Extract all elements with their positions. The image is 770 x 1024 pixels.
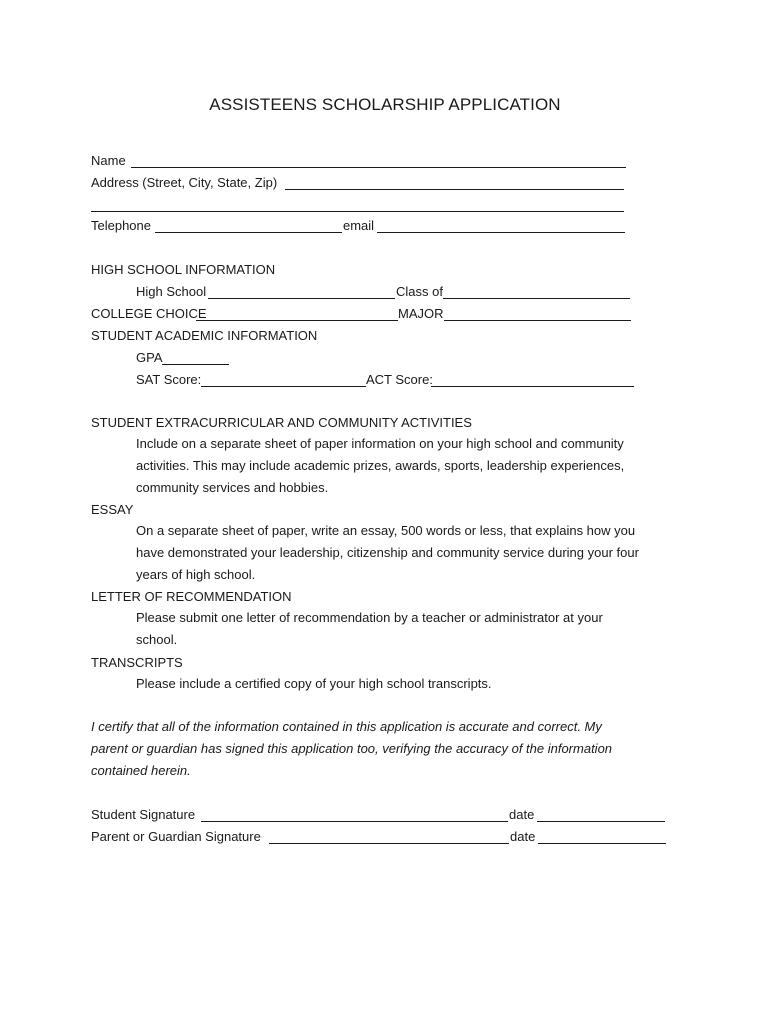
address-field-line-2[interactable] bbox=[91, 211, 624, 212]
recommendation-line: Please submit one letter of recommendation by a teacher or administrator at your bbox=[136, 610, 603, 625]
parent-date-field[interactable] bbox=[538, 843, 666, 844]
transcripts-line: Please include a certified copy of your high school transcripts. bbox=[136, 676, 492, 691]
gpa-label: GPA bbox=[136, 350, 163, 365]
parent-signature-field[interactable] bbox=[269, 843, 509, 844]
extracurricular-line: community services and hobbies. bbox=[136, 480, 329, 495]
essay-line: years of high school. bbox=[136, 567, 256, 582]
form-title: ASSISTEENS SCHOLARSHIP APPLICATION bbox=[209, 95, 561, 114]
extracurricular-line: Include on a separate sheet of paper information on your high school and community bbox=[136, 436, 624, 451]
transcripts-text bbox=[136, 673, 492, 695]
certification-statement bbox=[91, 716, 612, 782]
high-school-label: High School bbox=[136, 284, 207, 299]
high-school-field[interactable] bbox=[208, 298, 395, 299]
address-row bbox=[91, 175, 277, 191]
student-date-field[interactable] bbox=[537, 821, 665, 822]
essay-line: have demonstrated your leadership, citizenship and community service during your four bbox=[136, 545, 639, 560]
parent-signature-label: Parent or Guardian Signature bbox=[91, 829, 261, 844]
extracurricular-text bbox=[136, 433, 624, 499]
extracurricular-line: activities. This may include academic prizes, awards, sports, leadership experiences, bbox=[136, 458, 625, 473]
name-row bbox=[91, 153, 126, 169]
certification-line: I certify that all of the information contained in this application is accurate and correct. My bbox=[91, 719, 602, 734]
academic-heading: STUDENT ACADEMIC INFORMATION bbox=[91, 328, 318, 343]
extracurricular-heading: STUDENT EXTRACURRICULAR AND COMMUNITY ACTIVITIES bbox=[91, 415, 472, 430]
recommendation-line: school. bbox=[136, 632, 178, 647]
college-choice-label: COLLEGE CHOICE bbox=[91, 306, 207, 321]
address-field[interactable] bbox=[285, 189, 624, 190]
gpa-field[interactable] bbox=[162, 364, 229, 365]
student-signature-label: Student Signature bbox=[91, 807, 196, 822]
parent-date-label: date bbox=[510, 829, 536, 844]
certification-line: contained herein. bbox=[91, 763, 191, 778]
student-date-label: date bbox=[509, 807, 535, 822]
college-choice-field[interactable] bbox=[196, 320, 398, 321]
class-of-label: Class of bbox=[396, 284, 443, 299]
email-label: email bbox=[343, 218, 375, 233]
student-signature-field[interactable] bbox=[201, 821, 508, 822]
certification-line: parent or guardian has signed this application too, verifying the accuracy of the information bbox=[91, 741, 613, 756]
major-field[interactable] bbox=[444, 320, 631, 321]
act-label: ACT Score: bbox=[366, 372, 433, 387]
essay-heading: ESSAY bbox=[91, 502, 134, 517]
class-of-field[interactable] bbox=[443, 298, 630, 299]
major-label: MAJOR bbox=[398, 306, 444, 321]
act-field[interactable] bbox=[431, 386, 634, 387]
address-label: Address (Street, City, State, Zip) bbox=[91, 175, 278, 190]
telephone-label: Telephone bbox=[91, 218, 151, 233]
recommendation-text bbox=[136, 607, 603, 651]
email-field[interactable] bbox=[377, 232, 625, 233]
essay-text bbox=[136, 520, 639, 586]
telephone-field[interactable] bbox=[155, 232, 342, 233]
high-school-heading: HIGH SCHOOL INFORMATION bbox=[91, 262, 276, 277]
transcripts-heading: TRANSCRIPTS bbox=[91, 655, 183, 670]
name-field[interactable] bbox=[131, 167, 626, 168]
sat-label: SAT Score: bbox=[136, 372, 202, 387]
sat-field[interactable] bbox=[201, 386, 366, 387]
name-label: Name bbox=[91, 153, 126, 168]
essay-line: On a separate sheet of paper, write an essay, 500 words or less, that explains how you bbox=[136, 523, 636, 538]
recommendation-heading: LETTER OF RECOMMENDATION bbox=[91, 589, 292, 604]
